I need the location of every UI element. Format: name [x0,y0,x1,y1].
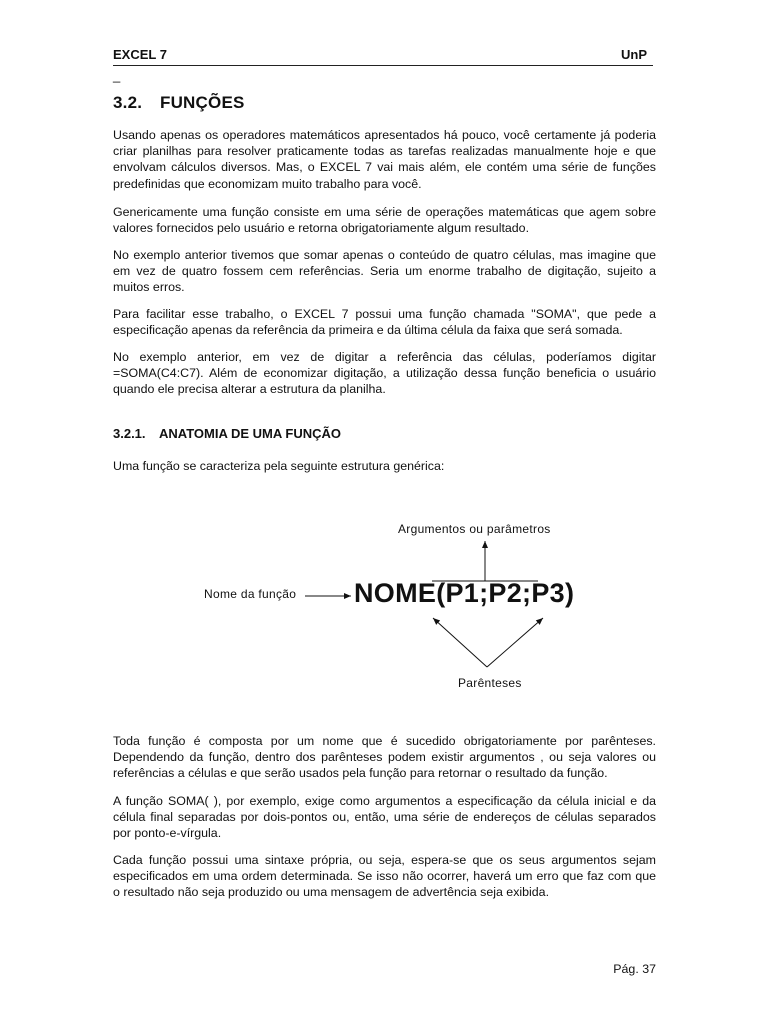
parentheses-label: Parênteses [458,676,522,690]
header-title: EXCEL 7 [113,47,167,62]
function-formula: NOME(P1;P2;P3) [354,578,575,608]
paragraph-2: Genericamente uma função consiste em uma série de operações matemáticas que agem sobre valores fornecidos pelo usuário e retorna obrigatoriamente algum resultado. [113,205,656,236]
right-paren-arrow [487,618,543,667]
section-heading [113,93,245,113]
left-paren-arrow [433,618,487,667]
header-dash: _ [113,68,121,83]
section-number: 3.2. [113,93,143,112]
subsection-heading [113,426,341,441]
page-number: Pág. 37 [613,962,656,976]
function-name-label: Nome da função [204,587,297,601]
subsection-number: 3.2.1. [113,426,146,441]
paragraph-7: A função SOMA( ), por exemplo, exige como argumentos a especificação da célula inicial e da célula final separadas por dois-pontos ou, então, uma série de endereços de células separados por ponto-e-vírgula. [113,794,656,841]
function-anatomy-diagram [195,515,575,695]
paragraph-8: Cada função possui uma sintaxe própria, ou seja, espera-se que os seus argumentos sejam especificados em uma ordem determinada. Se isso não ocorrer, haverá um erro que faz com que o resultado não seja produzido ou uma mensagem de advertência seja exibida. [113,853,656,900]
paragraph-4: Para facilitar esse trabalho, o EXCEL 7 possui uma função chamada "SOMA", que pede a especificação apenas da referência da primeira e da última célula da faixa que será somada. [113,307,656,338]
page-header [113,44,653,66]
arguments-label: Argumentos ou parâmetros [398,522,551,536]
paragraph-1: Usando apenas os operadores matemáticos apresentados há pouco, você certamente já poderia criar planilhas para resolver praticamente todas as tarefas realizadas manualmente hoje e que envolvam cálculos diversos. Mas, o EXCEL 7 vai mais além, ele contém uma série de funções predefinidas que economizam muito trabalho para você. [113,128,656,191]
paragraph-6: Toda função é composta por um nome que é sucedido obrigatoriamente por parênteses. Dependendo da função, dentro dos parênteses podem existir argumentos , ou seja valores ou referências a células e que serão usados pela função para retornar o resultado da função. [113,734,656,781]
paragraph-5: No exemplo anterior, em vez de digitar a referência das células, poderíamos digitar =SOMA(C4:C7). Além de economizar digitação, a utilização dessa função beneficia o usuário quando ele precisa alterar a estrutura da planilha. [113,350,656,397]
section-title: FUNÇÕES [160,93,245,112]
intro-paragraph: Uma função se caracteriza pela seguinte estrutura genérica: [113,459,445,473]
header-institution: UnP [621,47,647,62]
paragraph-3: No exemplo anterior tivemos que somar apenas o conteúdo de quatro células, mas imagine que em vez de quatro fossem cem referências. Seria um enorme trabalho de digitação, sujeito a muitos erros. [113,248,656,295]
subsection-title: ANATOMIA DE UMA FUNÇÃO [159,426,341,441]
